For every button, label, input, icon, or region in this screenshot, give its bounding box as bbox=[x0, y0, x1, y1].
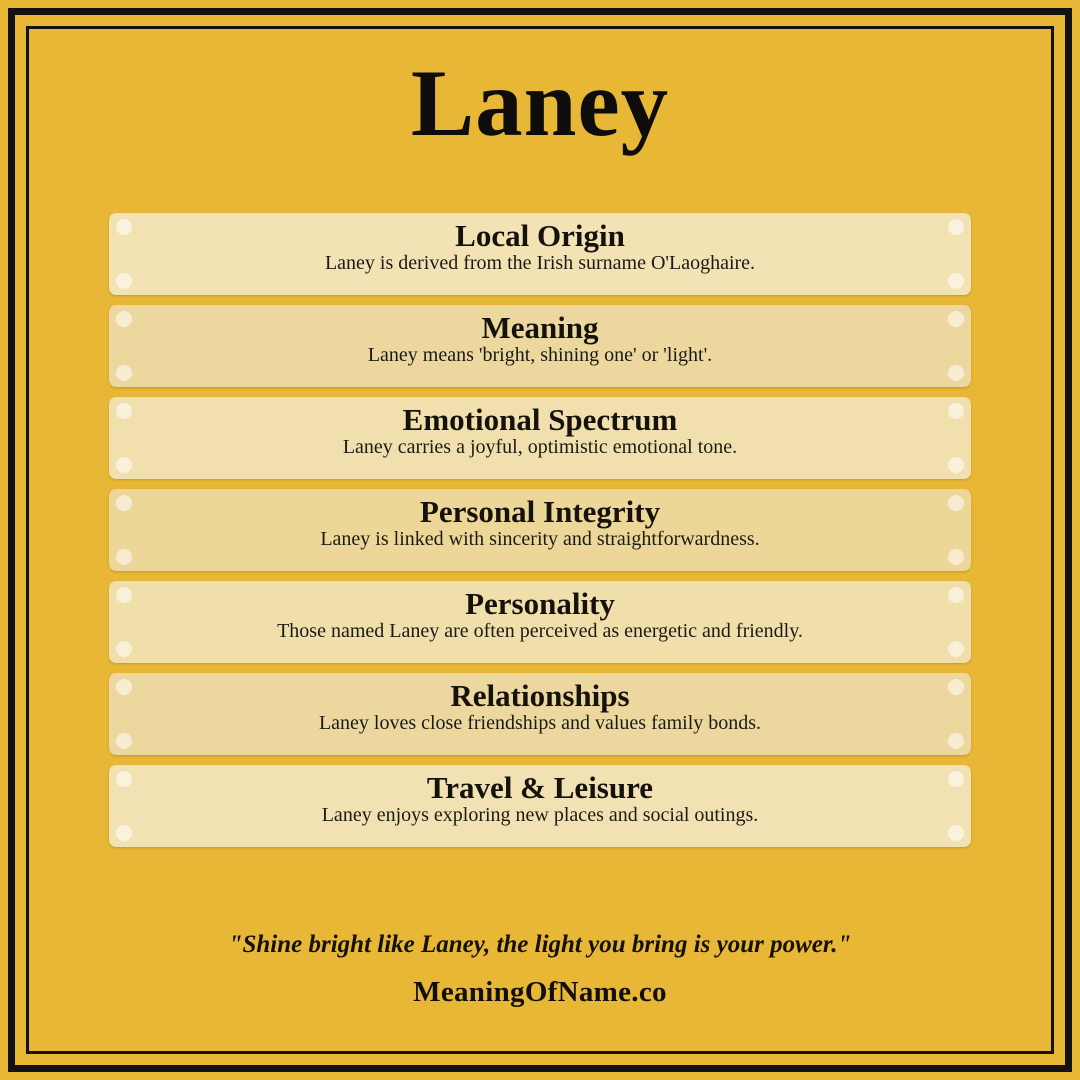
card-title: Meaning bbox=[481, 310, 599, 345]
attribute-card bbox=[109, 581, 971, 663]
attribute-card bbox=[109, 489, 971, 571]
attribute-card-list bbox=[109, 213, 971, 847]
card-knob-top-left-icon bbox=[116, 311, 132, 327]
card-knob-bottom-left-icon bbox=[116, 825, 132, 841]
card-description: Laney loves close friendships and values family bonds. bbox=[318, 711, 762, 734]
attribute-card bbox=[109, 765, 971, 847]
attribute-card bbox=[109, 673, 971, 755]
card-knob-top-left-icon bbox=[116, 495, 132, 511]
card-knob-bottom-right-icon bbox=[948, 825, 964, 841]
card-knob-bottom-left-icon bbox=[116, 549, 132, 565]
card-knob-top-right-icon bbox=[948, 403, 964, 419]
card-description: Laney means 'bright, shining one' or 'light'. bbox=[367, 343, 713, 366]
card-knob-top-left-icon bbox=[116, 219, 132, 235]
card-knob-bottom-right-icon bbox=[948, 549, 964, 565]
card-knob-bottom-left-icon bbox=[116, 273, 132, 289]
card-title: Local Origin bbox=[455, 218, 625, 253]
card-description: Laney is derived from the Irish surname O'Laoghaire. bbox=[324, 251, 756, 274]
card-knob-bottom-right-icon bbox=[948, 457, 964, 473]
brand-name: MeaningOfName.co bbox=[413, 976, 667, 1008]
quote-text: "Shine bright like Laney, the light you bring is your power." bbox=[228, 931, 852, 958]
card-knob-bottom-left-icon bbox=[116, 733, 132, 749]
card-knob-top-left-icon bbox=[116, 679, 132, 695]
card-title: Relationships bbox=[450, 678, 630, 713]
card-knob-bottom-right-icon bbox=[948, 365, 964, 381]
card-knob-top-right-icon bbox=[948, 495, 964, 511]
page-title: Laney bbox=[410, 50, 670, 156]
poster-content bbox=[29, 29, 1051, 1051]
card-description: Laney is linked with sincerity and straightforwardness. bbox=[320, 527, 760, 550]
card-title: Personality bbox=[465, 586, 615, 621]
card-description: Laney enjoys exploring new places and social outings. bbox=[321, 803, 759, 826]
card-knob-top-left-icon bbox=[116, 771, 132, 787]
card-knob-bottom-left-icon bbox=[116, 365, 132, 381]
card-knob-top-right-icon bbox=[948, 771, 964, 787]
card-knob-top-right-icon bbox=[948, 311, 964, 327]
poster-footer bbox=[29, 931, 1051, 1051]
card-knob-bottom-right-icon bbox=[948, 641, 964, 657]
card-knob-top-right-icon bbox=[948, 679, 964, 695]
card-knob-top-right-icon bbox=[948, 587, 964, 603]
attribute-card bbox=[109, 305, 971, 387]
card-knob-top-left-icon bbox=[116, 587, 132, 603]
card-title: Personal Integrity bbox=[419, 494, 661, 529]
attribute-card bbox=[109, 397, 971, 479]
card-knob-bottom-right-icon bbox=[948, 733, 964, 749]
card-knob-bottom-left-icon bbox=[116, 641, 132, 657]
card-knob-top-right-icon bbox=[948, 219, 964, 235]
card-knob-bottom-right-icon bbox=[948, 273, 964, 289]
card-title: Emotional Spectrum bbox=[402, 402, 678, 437]
attribute-card bbox=[109, 213, 971, 295]
card-knob-top-left-icon bbox=[116, 403, 132, 419]
card-knob-bottom-left-icon bbox=[116, 457, 132, 473]
card-description: Laney carries a joyful, optimistic emotional tone. bbox=[342, 435, 738, 458]
card-description: Those named Laney are often perceived as energetic and friendly. bbox=[277, 619, 803, 642]
card-title: Travel & Leisure bbox=[426, 770, 654, 805]
